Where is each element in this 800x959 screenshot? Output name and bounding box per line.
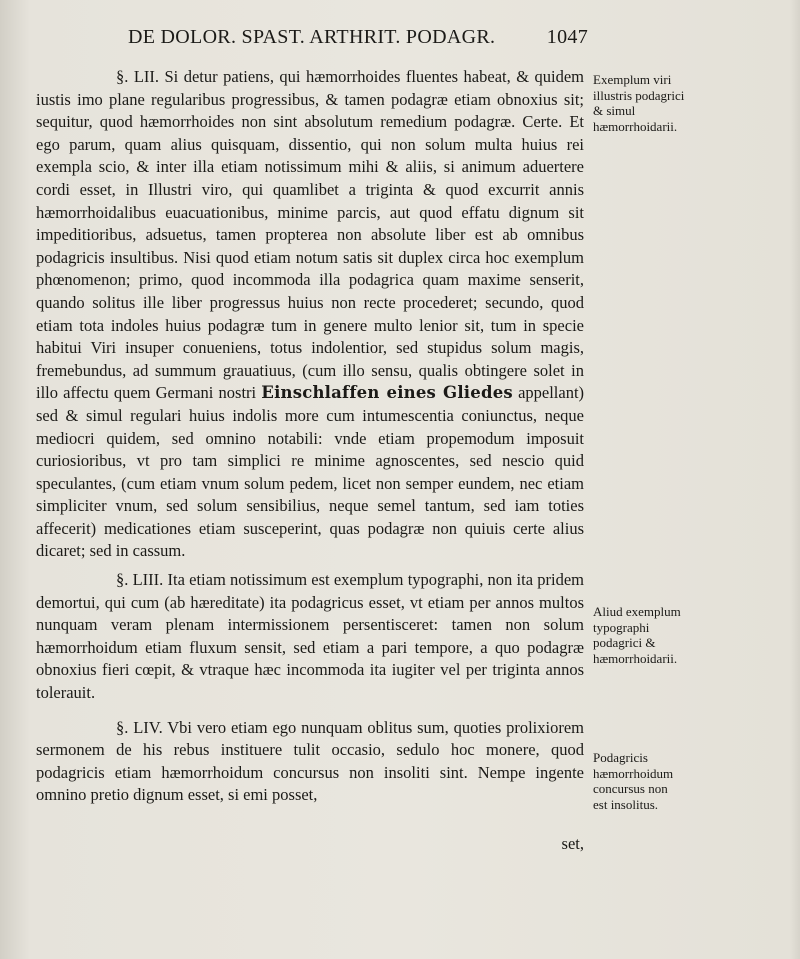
margin-note-1: Exemplum viri illustris podagrici & simul hæmorrhoidarii. [593, 72, 685, 134]
paragraph-liv: §. LIV. Vbi vero etiam ego nunquam oblitus sum, quoties prolixiorem sermonem de his rebus instituere tulit occasio, sedulo hoc monere, quod podagricis etiam hæmorrhoidum concursus non insoliti sint. Nempe ingente omnino pretio dignum esset, si emi posset, [36, 717, 584, 805]
margin-note-2: Aliud exemplum typographi podagrici & hæmorrhoidarii. [593, 604, 681, 666]
paragraph-lii-text: §. LII. Si detur patiens, qui hæmorrhoides fluentes habeat, & quidem iustis imo plane regularibus progressibus, & tamen podagræ etiam obnoxius sit; sequitur, quod hæmorrhoides non sint absolutum remedium podagræ. Certe. Et ego parum, quam alius quisquam, dissentio, qui non solum multa huius rei exempla scio, & inter illa etiam notissimum mihi & aliis, si animum aduertere cordi esset, in Illustri viro, qui quamlibet a triginta & quod excurrit annis hæmorrhoidalibus euacuationibus, minime parcis, aut quod effatu dignum sit impeditioribus, adsuetus, tamen propterea non absolute liber est ab omnibus podagricis insultibus. Nisi quod etiam notum satis sit duplex circa hoc exemplum phœnomenon; primo, quod incommoda illa podagrica quam maxime senserit, quando solitus ille liber progressus huius non recte procederet; secundo, quod etiam tota indoles huius podagræ tum in genere multo lenior sit, tum in specie habitui Viri insuper conueniens, totus indolentior, sed stupidus solum magis, fremebundus, ad summum grauatiuus, (cum illo sensu, qualis obtingere solet in illo affectu quem Germani nostri [36, 67, 584, 403]
fraktur-phrase: Einschlaffen eines Gliedes [261, 383, 513, 403]
page-number: 1047 [546, 26, 588, 48]
catchword: set, [561, 834, 584, 853]
running-title: DE DOLOR. SPAST. ARTHRIT. PODAGR. [128, 26, 496, 48]
paragraph-lii [36, 66, 584, 563]
paragraph-lii-continued: appellant) sed & simul regulari huius indolis more cum intumescentia coniunctus, neque mediocri quidem, sed omnino notabili: vnde etiam propemodum imposuit curiosioribus, vt pro tam simplici re minime agnoscentes, sed nescio quid speculantes, (cum etiam vnum solum pedem, licet non semper eundem, nec etiam simpliciter vnum, sed solum sensibilius, neque semel tantum, sed iam toties affecerit) medicationes etiam susceperint, quas podagræ non quiuis certe alius dicaret; sed in cassum. [36, 383, 585, 561]
main-text-column [36, 66, 584, 813]
paragraph-liii: §. LIII. Ita etiam notissimum est exemplum typographi, non ita pridem demortui, qui cum (ab hæreditate) ita podagricus esset, vt etiam per annos multos nunquam veram plenam intermissionem persentisceret: tamen non solum hæmorrhoidum etiam fluxum sensit, sed etiam a pari tempore, a quo podagræ obnoxius fieri cœpit, & vtraque hæc incommoda ita iugiter vel per triginta annos tolerauit. [36, 570, 584, 703]
margin-note-3: Podagricis hæmorrhoidum concursus non est insolitus. [593, 750, 674, 812]
